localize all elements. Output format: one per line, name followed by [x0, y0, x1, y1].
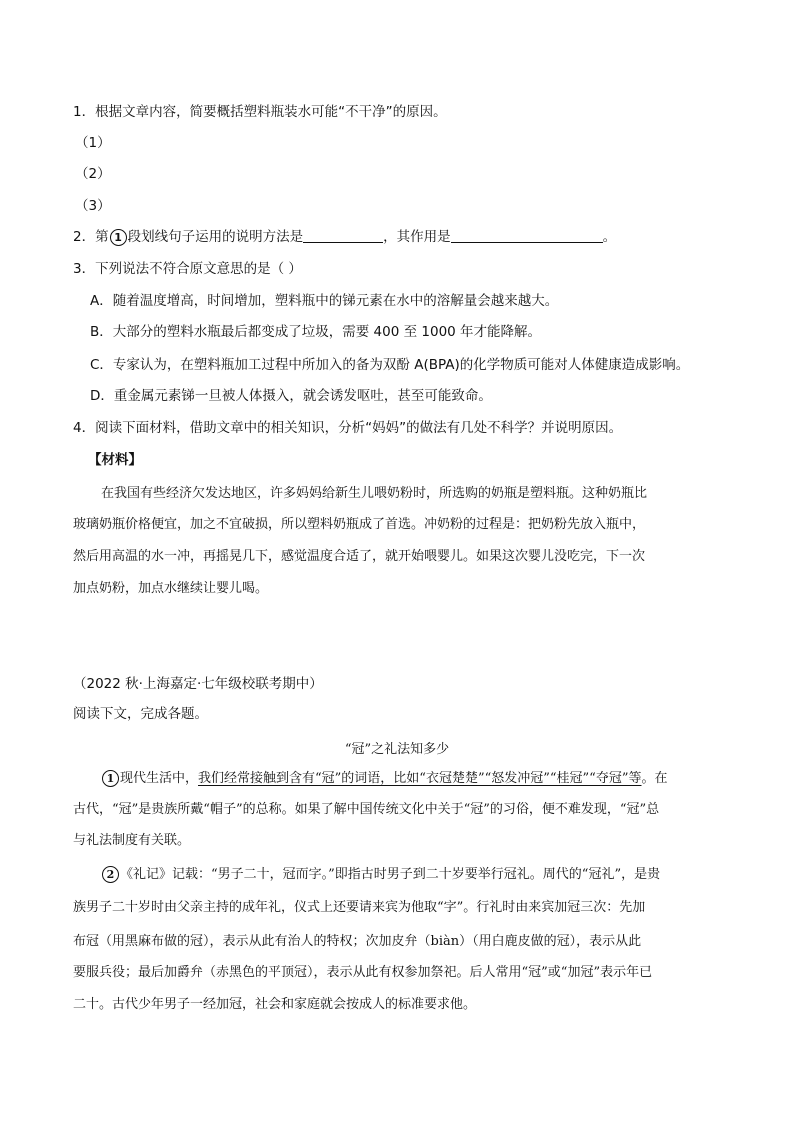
article-title: “冠”之礼法知多少	[344, 742, 450, 757]
question-1-stem: 1．根据文章内容，简要概括塑料瓶装水可能“不干净”的原因。	[73, 104, 447, 120]
material-label: 【材料】	[88, 452, 142, 468]
question-2	[73, 228, 616, 246]
option-c: C．专家认为，在塑料瓶加工过程中所加入的备为双酚 A(BPA)的化学物质可能对人体健康造成影响。	[90, 357, 690, 373]
question-2-text-2: ，其作用是	[383, 229, 451, 245]
material-line-3: 然后用高温的水一冲，再摇晃几下，感觉温度合适了，就开始喂婴儿。如果这次婴儿没吃完，下一次	[73, 549, 646, 564]
paragraph-1-line-1	[101, 770, 668, 788]
paragraph-2-line-4: 要服兵役；最后加爵弁（赤黑色的平顶冠），表示从此有权参加祭祀。后人常用“冠”或“加冠”表示年已	[73, 965, 653, 980]
question-1-item-1: （1）	[75, 135, 111, 151]
question-1-item-3: （3）	[75, 198, 111, 214]
question-2-end: 。	[602, 229, 617, 245]
question-2-prefix: 2．第	[73, 229, 109, 245]
paragraph-1-line-2: 古代，“冠”是贵族所戴“帽子”的总称。如果了解中国传统文化中关于“冠”的习俗，便不难发现，“冠”总	[73, 802, 660, 817]
answer-blank-effect[interactable]	[451, 228, 603, 243]
option-a: A．随着温度增高，时间增加，塑料瓶中的锑元素在水中的溶解量会越来越大。	[90, 293, 559, 309]
underlined-sentence: 我们经常接触到含有“冠”的词语，比如“衣冠楚楚”“怒发冲冠”“桂冠”“夺冠”等	[198, 771, 642, 786]
paragraph-2-line-5: 二十。古代少年男子一经加冠，社会和家庭就会按成人的标准要求他。	[73, 997, 477, 1012]
paragraph-2-text: 《礼记》记载：“男子二十，冠而字。”即指古时男子到二十岁要举行冠礼。周代的“冠礼”，是贵	[120, 867, 661, 882]
circled-number-2: 2	[102, 866, 119, 883]
paragraph-2-line-3: 布冠（用黑麻布做的冠），表示从此有治人的特权；次加皮弁（biàn）（用白鹿皮做的冠），表示从此	[73, 934, 642, 949]
paragraph-1-lead: 现代生活中，	[120, 771, 199, 786]
material-line-4: 加点奶粉，加点水继续让婴儿喝。	[73, 581, 269, 596]
question-2-text: 段划线句子运用的说明方法是	[127, 229, 304, 245]
option-b: B．大部分的塑料水瓶最后都变成了垃圾，需要 400 至 1000 年才能降解。	[90, 324, 542, 340]
circled-number-1: 1	[110, 229, 127, 246]
question-3-stem: 3．下列说法不符合原文意思的是（ ）	[73, 261, 302, 277]
option-d: D．重金属元素锑一旦被人体摄入，就会诱发呕吐，甚至可能致命。	[90, 388, 492, 404]
material-line-1: 在我国有些经济欠发达地区，许多妈妈给新生儿喂奶粉时，所选购的奶瓶是塑料瓶。这种奶瓶比	[101, 486, 648, 501]
question-1-item-2: （2）	[75, 166, 111, 182]
source-note: （2022 秋·上海嘉定·七年级校联考期中）	[73, 676, 323, 692]
question-4-stem: 4．阅读下面材料，借助文章中的相关知识，分析“妈妈”的做法有几处不科学？并说明原因。	[73, 420, 623, 436]
paragraph-1-line-3: 与礼法制度有关联。	[73, 833, 191, 848]
material-line-2: 玻璃奶瓶价格便宜，加之不宜破损，所以塑料奶瓶成了首选。冲奶粉的过程是：把奶粉先放入瓶中，	[73, 517, 646, 532]
circled-number-1: 1	[102, 770, 119, 787]
paragraph-1-tail: 。在	[641, 771, 668, 786]
paragraph-2-line-2: 族男子二十岁时由父亲主持的成年礼，仪式上还要请来宾为他取“字”。行礼时由来宾加冠三次：先加	[73, 900, 646, 915]
answer-blank-method[interactable]	[303, 228, 383, 243]
paragraph-2-line-1	[101, 866, 660, 884]
reading-instruction: 阅读下文，完成各题。	[73, 706, 208, 722]
